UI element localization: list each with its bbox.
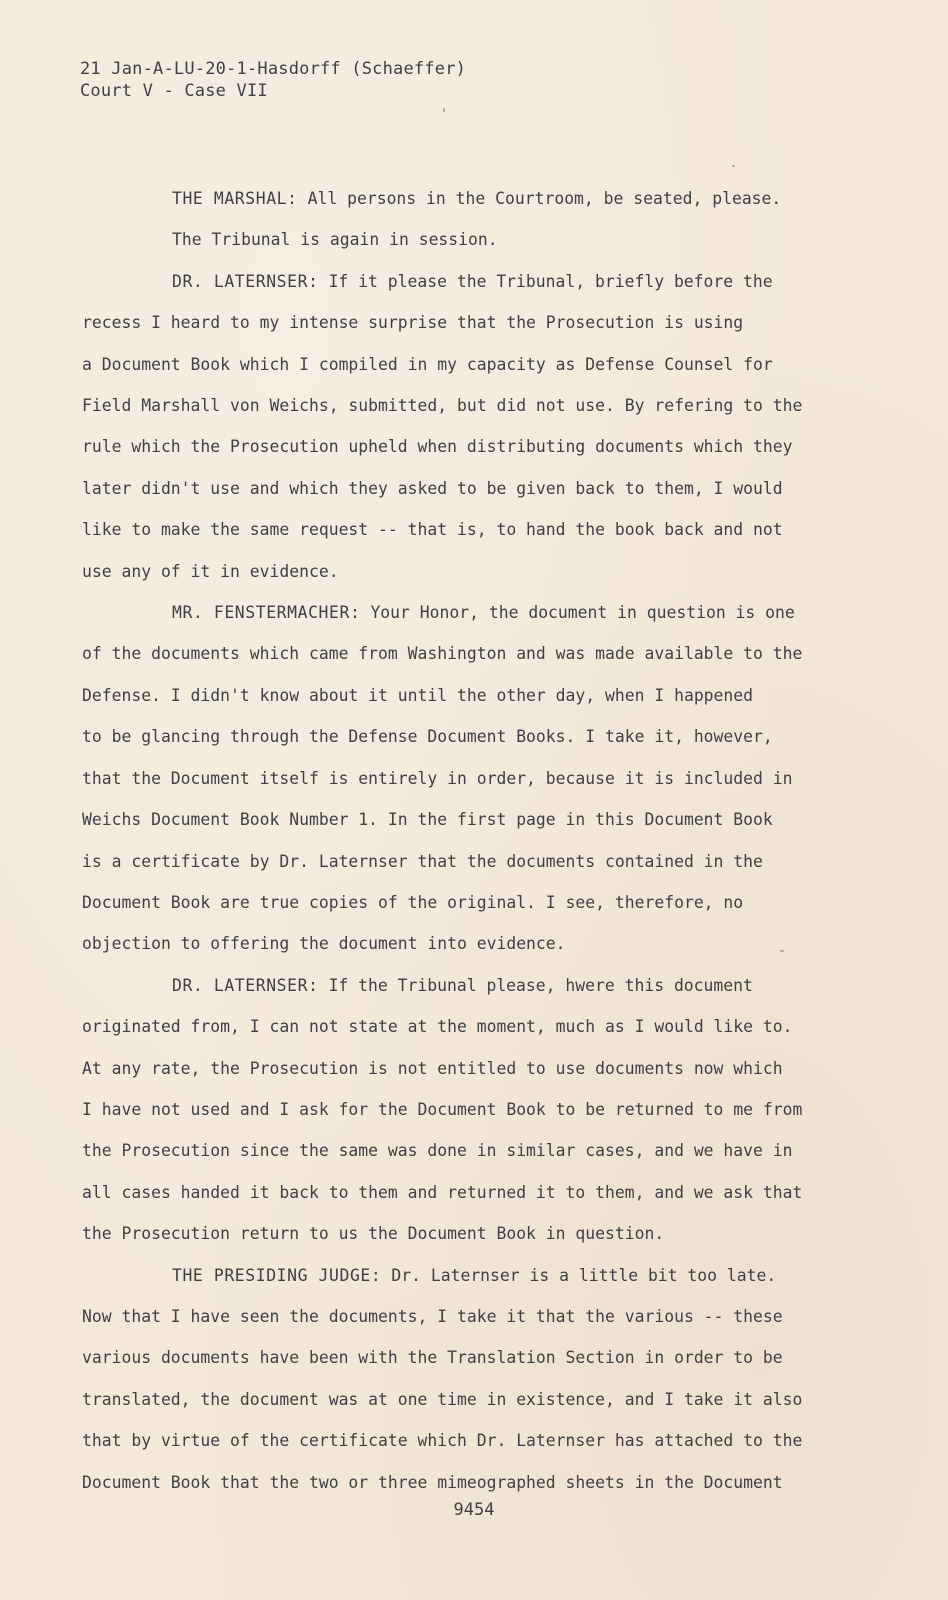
transcript-paragraph <box>82 592 842 965</box>
paragraph-first-line <box>82 261 842 302</box>
paragraph-line: recess I heard to my intense surprise that the Prosecution is using <box>82 313 744 333</box>
paragraph-line: Document Book are true copies of the original. I see, therefore, no <box>82 892 744 912</box>
paragraph-line: of the documents which came from Washington and was made available to the <box>82 644 803 664</box>
paragraph-line: the Prosecution return to us the Document Book in question. <box>82 1224 665 1244</box>
paragraph-line: Your Honor, the document in question is one <box>370 603 795 623</box>
paragraph-line: is a certificate by Dr. Laternser that the documents contained in the <box>82 851 763 871</box>
paragraph-line: to be glancing through the Defense Document Books. I take it, however, <box>82 727 773 747</box>
transcript-paragraph <box>82 261 842 592</box>
paragraph-first-line <box>82 178 842 219</box>
paper-speck <box>780 950 784 952</box>
transcript-body <box>82 178 842 1503</box>
paragraph-line: At any rate, the Prosecution is not entitled to use documents now which <box>82 1058 783 1078</box>
speaker-label: DR. LATERNSER: <box>172 975 319 995</box>
paragraph-line: Document Book that the two or three mimeographed sheets in the Document <box>82 1472 783 1492</box>
paragraph-line: rule which the Prosecution upheld when distributing documents which they <box>82 437 793 457</box>
paragraph-line: a Document Book which I compiled in my capacity as Defense Counsel for <box>82 354 773 374</box>
paragraph-line: originated from, I can not state at the moment, much as I would like to. <box>82 1017 793 1037</box>
speaker-label: MR. FENSTERMACHER: <box>172 603 361 623</box>
header-reference: 21 Jan-A-LU-20-1-Hasdorff (Schaeffer) <box>80 59 467 79</box>
paragraph-line: objection to offering the document into evidence. <box>82 934 566 954</box>
paragraph-line: Now that I have seen the documents, I take it that the various -- these <box>82 1306 783 1326</box>
paragraph-line: all cases handed it back to them and returned it to them, and we ask that <box>82 1182 803 1202</box>
paragraph-line: various documents have been with the Translation Section in order to be <box>82 1348 783 1368</box>
paragraph-line: translated, the document was at one time in existence, and I take it also <box>82 1389 803 1409</box>
paragraph-line: the Prosecution since the same was done in similar cases, and we have in <box>82 1141 793 1161</box>
paragraph-first-line <box>82 592 842 633</box>
transcript-paragraph <box>82 178 842 261</box>
paragraph-line: Field Marshall von Weichs, submitted, but did not use. By refering to the <box>82 396 803 416</box>
document-header <box>80 58 466 102</box>
paragraph-line: Weichs Document Book Number 1. In the first page in this Document Book <box>82 810 773 830</box>
header-court: Court V - Case VII <box>80 81 268 101</box>
paragraph-line: All persons in the Courtroom, be seated, please. <box>307 189 782 208</box>
transcript-paragraph <box>82 1255 842 1503</box>
speaker-label: DR. LATERNSER: <box>172 271 319 291</box>
speaker-label: THE MARSHAL: <box>172 189 298 208</box>
speaker-label: THE PRESIDING JUDGE: <box>172 1265 382 1285</box>
paragraph-line: like to make the same request -- that is, to hand the book back and not <box>82 520 783 540</box>
paragraph-first-line <box>82 1255 842 1296</box>
paragraph-line: If the Tribunal please, hwere this document <box>328 975 753 995</box>
paragraph-line: The Tribunal is again in session. <box>172 230 498 250</box>
paragraph-line: If it please the Tribunal, briefly before the <box>328 271 773 291</box>
page-number: 9454 <box>453 1500 495 1520</box>
paragraph-line: that the Document itself is entirely in order, because it is included in <box>82 768 793 788</box>
paragraph-line: later didn't use and which they asked to be given back to them, I would <box>82 478 783 498</box>
paragraph-line: Dr. Laternser is a little bit too late. <box>391 1265 777 1285</box>
transcript-paragraph <box>82 965 842 1255</box>
paper-speck <box>443 108 445 112</box>
paragraph-first-line <box>82 965 842 1006</box>
paragraph-line: use any of it in evidence. <box>82 561 339 581</box>
paper-speck <box>732 165 735 167</box>
paragraph-line: that by virtue of the certificate which Dr. Laternser has attached to the <box>82 1431 803 1451</box>
paragraph-line: Defense. I didn't know about it until the other day, when I happened <box>82 685 754 705</box>
paragraph-line: I have not used and I ask for the Document Book to be returned to me from <box>82 1099 803 1119</box>
